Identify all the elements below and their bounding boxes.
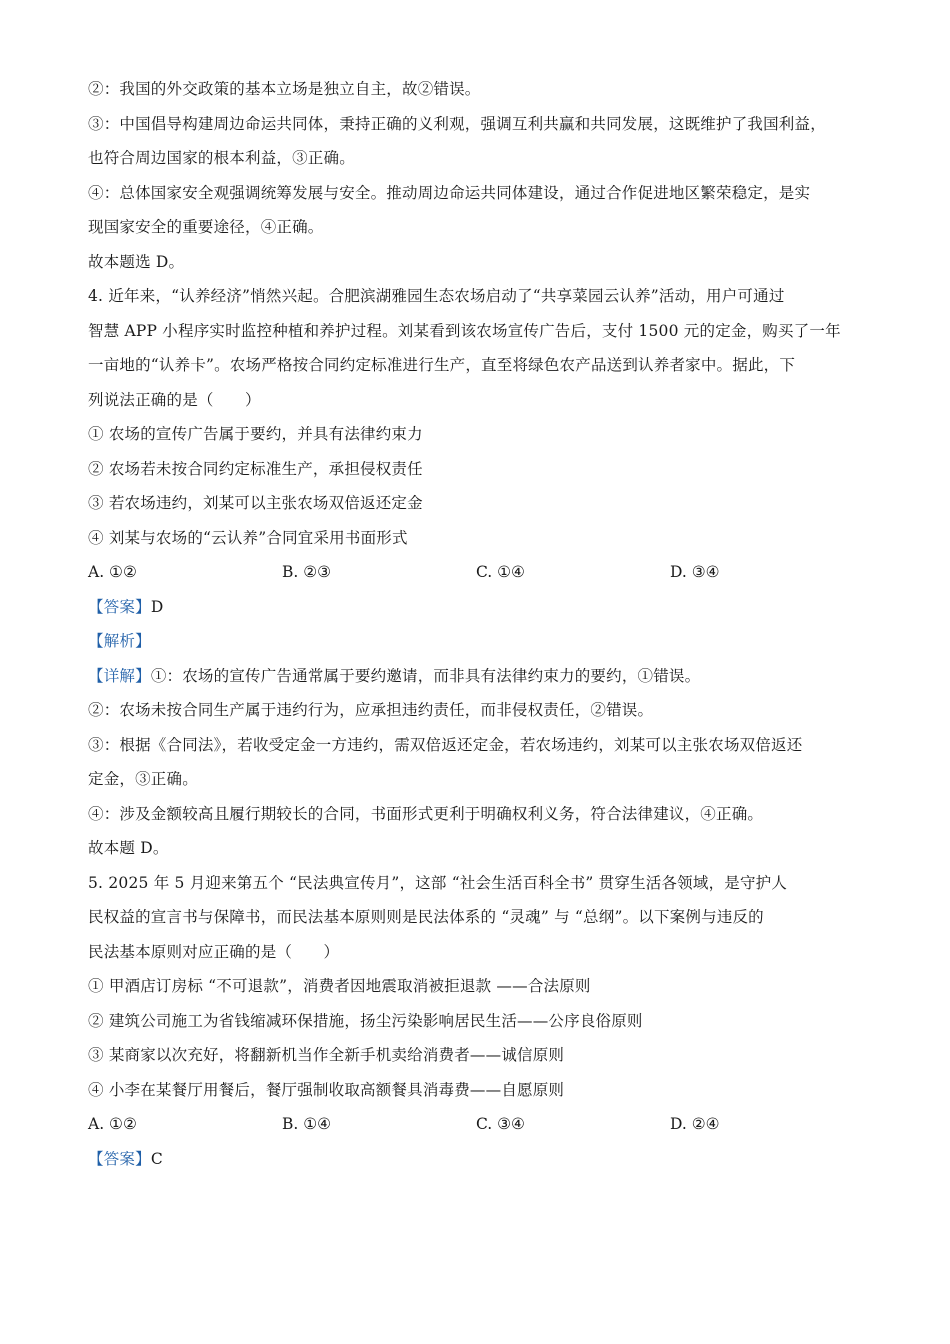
q4-statement: ① 农场的宣传广告属于要约，并具有法律约束力 (88, 425, 423, 443)
q5-answer-value: C (150, 1149, 163, 1168)
q3-conclusion: 故本题选 D。 (88, 252, 185, 271)
q4-detail-line (88, 665, 868, 687)
q5-statement: ④ 小李在某餐厅用餐后，餐厅强制收取高额餐具消毒费——自愿原则 (88, 1080, 565, 1099)
q4-answer-value: D (150, 597, 164, 616)
q4-detail-line: ③：根据《合同法》，若收受定金一方违约，需双倍返还定金，若农场违约，刘某可以主张农场双倍返还 (88, 735, 803, 754)
q4-detail-line: 定金，③正确。 (88, 770, 198, 788)
q3-analysis-line: ④：总体国家安全观强调统筹发展与安全。推动周边命运共同体建设，通过合作促进地区繁荣稳定，是实 (88, 183, 811, 202)
q5-option-d: D. ②④ (670, 1115, 720, 1133)
q3-analysis-line: 现国家安全的重要途径，④正确。 (88, 218, 324, 236)
q4-stem: 列说法正确的是（ ） (88, 390, 261, 409)
q4-option-d: D. ③④ (670, 563, 720, 581)
q5-statement: ③ 某商家以次充好，将翻新机当作全新手机卖给消费者——诚信原则 (88, 1046, 565, 1064)
analysis-tag: 【解析】 (88, 632, 151, 650)
answer-tag: 【答案】 (88, 1149, 151, 1168)
q4-statement: ④ 刘某与农场的“云认养”合同宜采用书面形式 (88, 528, 408, 547)
q4-option-a: A. ①② (88, 563, 137, 581)
q4-statement: ② 农场若未按合同约定标准生产，承担侵权责任 (88, 459, 423, 478)
q3-analysis-line: ③：中国倡导构建周边命运共同体，秉持正确的义利观，强调互利共赢和共同发展，这既维护了我国利益， (88, 114, 826, 133)
q4-conclusion: 故本题 D。 (88, 839, 169, 857)
q5-stem: 民法基本原则对应正确的是（ ） (88, 942, 340, 961)
q4-detail-line: ④：涉及金额较高且履行期较长的合同，书面形式更利于明确权利义务，符合法律建议，④正确。 (88, 804, 764, 823)
q3-analysis-line: 也符合周边国家的根本利益，③正确。 (88, 149, 355, 167)
detail-tag: 【详解】 (88, 666, 151, 685)
document-page (88, 78, 868, 1182)
q5-option-c: C. ③④ (476, 1115, 525, 1133)
q4-detail-line: ②：农场未按合同生产属于违约行为，应承担违约责任，而非侵权责任，②错误。 (88, 701, 654, 719)
q5-statement: ① 甲酒店订房标 “不可退款”，消费者因地震取消被拒退款 ——合法原则 (88, 977, 591, 995)
q4-statement: ③ 若农场违约，刘某可以主张农场双倍返还定金 (88, 494, 423, 512)
q5-option-b: B. ①④ (282, 1115, 332, 1133)
q5-statement: ② 建筑公司施工为省钱缩减环保措施，扬尘污染影响居民生活——公序良俗原则 (88, 1011, 643, 1030)
answer-tag: 【答案】 (88, 597, 151, 616)
q4-detail-text: ①：农场的宣传广告通常属于要约邀请，而非具有法律约束力的要约，①错误。 (150, 666, 701, 685)
q4-option-c: C. ①④ (476, 563, 525, 581)
q5-stem: 5. 2025 年 5 月迎来第五个 “民法典宣传月”，这部 “社会生活百科全书” 贯穿生活各领域，是守护人 (88, 873, 788, 892)
q4-stem: 智慧 APP 小程序实时监控种植和养护过程。刘某看到该农场宣传广告后，支付 1500 元的定金，购买了一年 (88, 321, 841, 340)
q4-options (88, 561, 868, 583)
q4-answer (88, 596, 868, 618)
q5-answer (88, 1148, 868, 1170)
q5-stem: 民权益的宣言书与保障书，而民法基本原则则是民法体系的 “灵魂” 与 “总纲”。以下案例与违反的 (88, 908, 764, 926)
q4-analysis-heading (88, 630, 868, 652)
q5-options (88, 1113, 868, 1135)
q4-stem: 一亩地的“认养卡”。农场严格按合同约定标准进行生产，直至将绿色农产品送到认养者家中。据此，下 (88, 356, 796, 374)
q4-option-b: B. ②③ (282, 563, 332, 581)
q4-stem: 4. 近年来，“认养经济”悄然兴起。合肥滨湖雅园生态农场启动了“共享菜园云认养”活动，用户可通过 (88, 287, 785, 305)
q5-option-a: A. ①② (88, 1115, 137, 1133)
q3-analysis-line: ②：我国的外交政策的基本立场是独立自主，故②错误。 (88, 80, 481, 98)
